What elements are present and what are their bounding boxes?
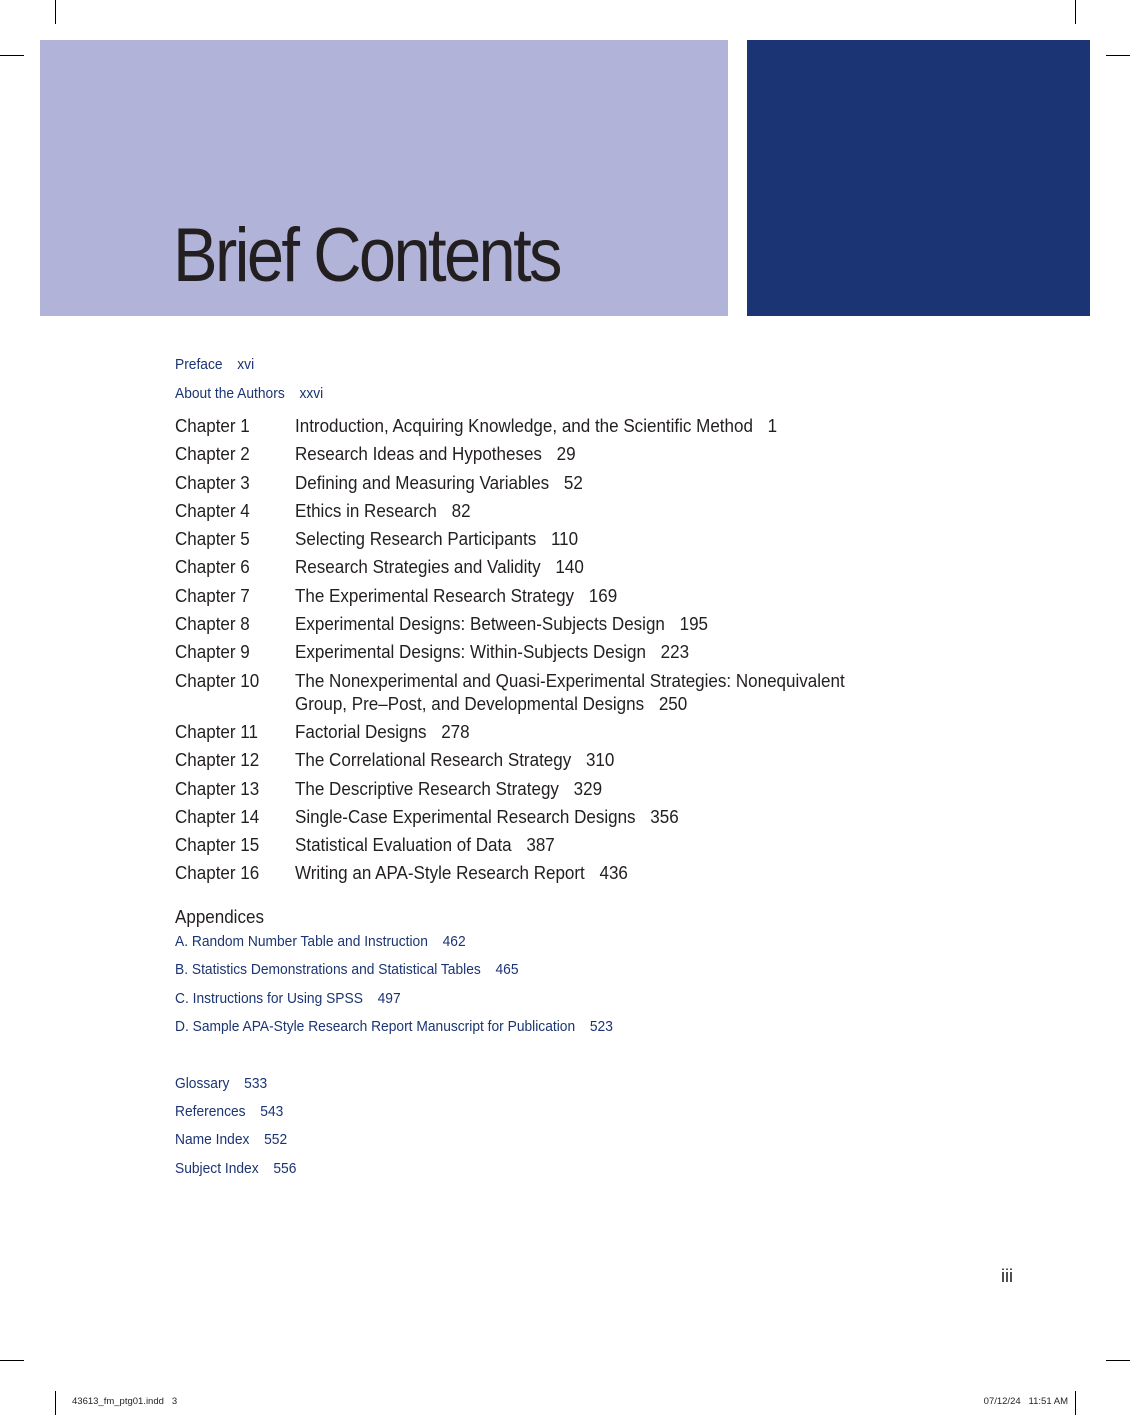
- crop-mark: [55, 1391, 56, 1415]
- toc-entry-label: Name Index: [175, 1131, 250, 1148]
- chapter-page: 82: [451, 499, 471, 521]
- appendix-entry-c[interactable]: [175, 990, 401, 1007]
- chapter-page: 436: [599, 862, 628, 884]
- chapter-title: Single-Case Experimental Research Designs: [295, 805, 636, 827]
- toc-entry-page: 552: [264, 1131, 288, 1148]
- chapter-page: 387: [526, 834, 555, 856]
- chapter-page: 356: [650, 805, 679, 827]
- chapter-title: The Descriptive Research Strategy: [295, 777, 559, 799]
- toc-entry-page: 543: [260, 1103, 284, 1120]
- chapter-title: Research Ideas and Hypotheses: [295, 443, 542, 465]
- chapter-entry[interactable]: [175, 861, 935, 884]
- chapter-entry[interactable]: [175, 499, 935, 522]
- toc-entry-page: 497: [377, 990, 401, 1007]
- chapter-entry[interactable]: [175, 584, 935, 607]
- chapter-entry[interactable]: [175, 669, 935, 715]
- chapter-page: 250: [658, 692, 688, 714]
- chapter-number: Chapter 16: [175, 862, 260, 884]
- appendix-entry-a[interactable]: [175, 933, 466, 950]
- crop-mark: [0, 55, 24, 56]
- chapter-number: Chapter 9: [175, 641, 250, 663]
- chapter-page: 278: [441, 720, 470, 742]
- toc-entry-references[interactable]: [175, 1103, 283, 1120]
- chapter-entry[interactable]: [175, 471, 935, 494]
- chapter-entry[interactable]: [175, 414, 935, 437]
- slug-date-time: 07/12/24 11:51 AM: [983, 1396, 1068, 1407]
- toc-entry-name-index[interactable]: [175, 1131, 287, 1148]
- chapter-entry[interactable]: [175, 640, 935, 663]
- toc-entry-page: 533: [244, 1075, 268, 1092]
- chapter-page: 195: [679, 613, 709, 635]
- toc-entry-label: References: [175, 1103, 246, 1120]
- chapter-number: Chapter 11: [175, 720, 258, 742]
- chapter-page: 1: [767, 415, 778, 436]
- toc-entry-glossary[interactable]: [175, 1075, 267, 1092]
- toc-entry-label: Subject Index: [175, 1160, 259, 1177]
- chapter-page: 169: [588, 584, 618, 606]
- chapter-page: 110: [550, 528, 579, 550]
- chapter-title: The Correlational Research Strategy: [295, 749, 572, 771]
- toc-entry-page: xvi: [237, 356, 255, 373]
- chapter-page: 329: [573, 777, 603, 799]
- chapter-title: Experimental Designs: Within-Subjects Design: [295, 641, 646, 663]
- appendices-heading: Appendices: [175, 906, 264, 927]
- chapter-page: 29: [556, 443, 576, 465]
- toc-entry-label: B. Statistics Demonstrations and Statistical Tables: [175, 961, 481, 978]
- toc-entry-page: 465: [495, 961, 519, 978]
- chapter-number: Chapter 1: [175, 415, 250, 436]
- toc-entry-about-the-authors[interactable]: [175, 385, 323, 402]
- toc-entry-page: xxvi: [299, 385, 324, 402]
- crop-mark: [55, 0, 56, 24]
- chapter-entry[interactable]: [175, 612, 935, 635]
- chapter-entry[interactable]: [175, 777, 935, 800]
- chapter-number: Chapter 8: [175, 613, 250, 635]
- appendix-entry-b[interactable]: [175, 961, 519, 978]
- page-number: iii: [1001, 1266, 1013, 1286]
- chapter-page: 223: [660, 641, 690, 663]
- toc-entry-page: 523: [589, 1018, 613, 1035]
- chapter-page: 52: [563, 471, 583, 493]
- crop-mark: [1075, 0, 1076, 24]
- toc-entry-page: 556: [273, 1160, 297, 1177]
- toc-entry-preface[interactable]: [175, 356, 254, 373]
- chapter-number: Chapter 2: [175, 443, 250, 465]
- crop-mark: [1106, 1360, 1130, 1361]
- chapter-entry[interactable]: [175, 442, 935, 465]
- crop-mark: [1106, 55, 1130, 56]
- chapter-title: Introduction, Acquiring Knowledge, and the Scientific Method: [295, 415, 753, 436]
- chapter-entry[interactable]: [175, 805, 935, 828]
- chapter-number: Chapter 13: [175, 777, 260, 799]
- chapter-title: Experimental Designs: Between-Subjects Design: [295, 613, 665, 635]
- toc-entry-label: Preface: [175, 356, 223, 373]
- chapter-title: Research Strategies and Validity: [295, 556, 541, 578]
- toc-entry-label: Glossary: [175, 1075, 230, 1092]
- toc-entry-label: C. Instructions for Using SPSS: [175, 990, 363, 1007]
- chapter-title: Writing an APA-Style Research Report: [295, 862, 585, 884]
- chapter-number: Chapter 3: [175, 471, 250, 493]
- chapter-number: Chapter 15: [175, 834, 260, 856]
- chapter-entry[interactable]: [175, 527, 935, 550]
- chapter-page: 140: [555, 556, 584, 578]
- header-band-dark: [747, 40, 1090, 316]
- chapter-title: The Experimental Research Strategy: [295, 584, 575, 606]
- appendix-entry-d[interactable]: [175, 1018, 613, 1035]
- chapter-number: Chapter 5: [175, 528, 250, 550]
- toc-entry-subject-index[interactable]: [175, 1160, 296, 1177]
- toc-entry-label: D. Sample APA-Style Research Report Manuscript for Publication: [175, 1018, 576, 1035]
- chapter-title: Defining and Measuring Variables: [295, 471, 550, 493]
- chapter-title: Factorial Designs: [295, 720, 427, 742]
- crop-mark: [0, 1360, 24, 1361]
- toc-entry-label: A. Random Number Table and Instruction: [175, 933, 428, 950]
- chapter-entry[interactable]: [175, 748, 935, 771]
- chapter-entry[interactable]: [175, 720, 935, 743]
- chapter-page: 310: [585, 749, 615, 771]
- chapter-title: Ethics in Research: [295, 499, 437, 521]
- toc-entry-page: 462: [442, 933, 466, 950]
- chapter-title: Selecting Research Participants: [295, 528, 537, 550]
- slug-file-name: 43613_fm_ptg01.indd 3: [72, 1396, 178, 1407]
- chapter-title: The Nonexperimental and Quasi-Experimental Strategies: Nonequivalent Group, Pre–Post, and Developmental Designs: [295, 669, 845, 714]
- chapter-number: Chapter 12: [175, 749, 260, 771]
- chapter-list: [175, 414, 935, 890]
- toc-entry-label: About the Authors: [175, 385, 285, 402]
- chapter-number: Chapter 4: [175, 499, 250, 521]
- chapter-title: Statistical Evaluation of Data: [295, 834, 512, 856]
- page-title: Brief Contents: [173, 213, 560, 298]
- crop-mark: [1075, 1391, 1076, 1415]
- chapter-number: Chapter 7: [175, 584, 250, 606]
- chapter-entry[interactable]: [175, 833, 935, 856]
- chapter-number: Chapter 14: [175, 805, 260, 827]
- chapter-number: Chapter 6: [175, 556, 250, 578]
- chapter-entry[interactable]: [175, 555, 935, 578]
- chapter-number: Chapter 10: [175, 669, 260, 691]
